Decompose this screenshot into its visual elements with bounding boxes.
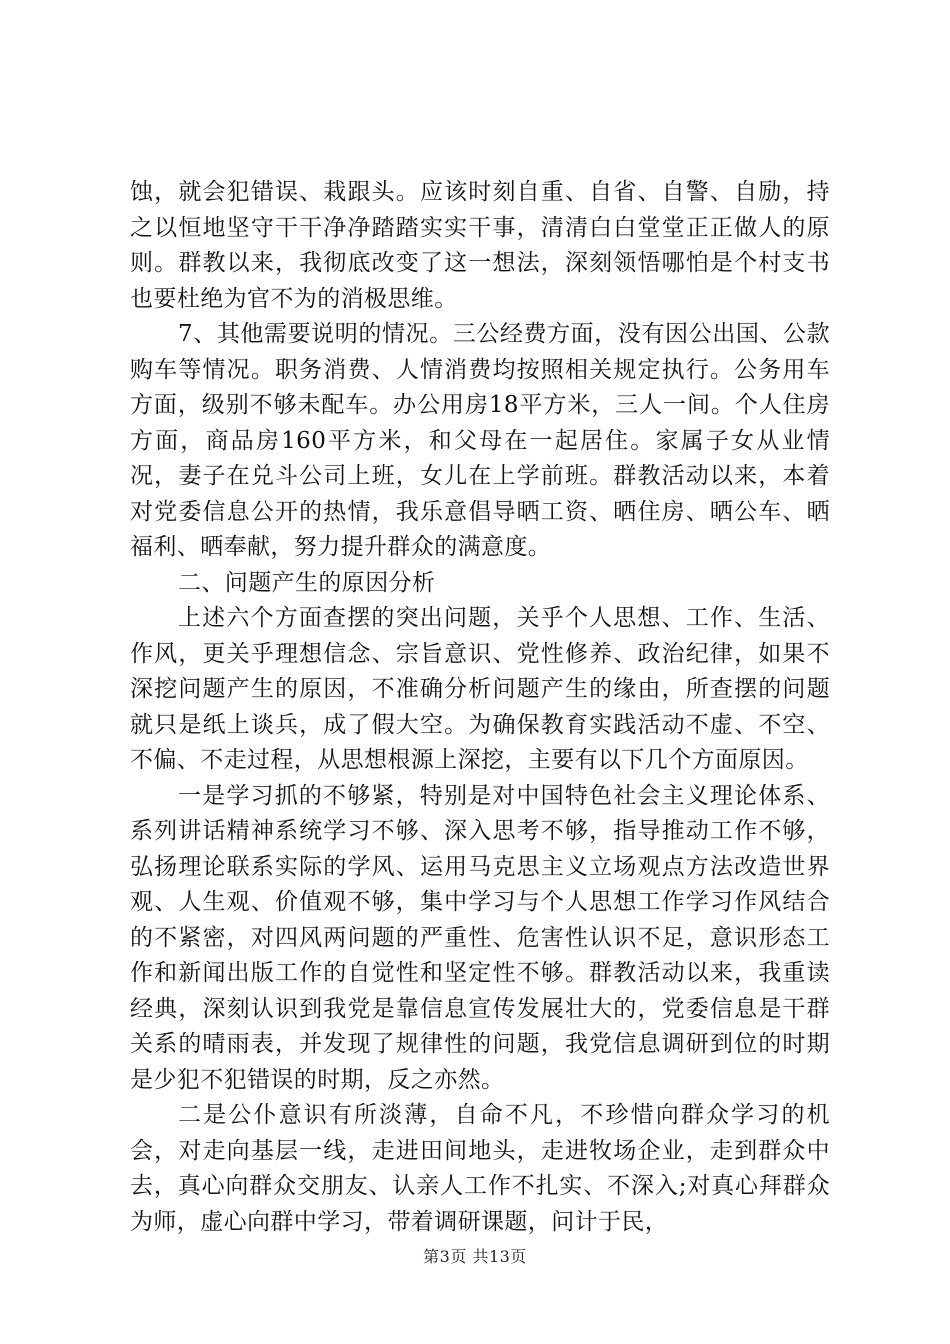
document-body <box>130 175 830 1240</box>
paragraph-other-situations: 7、其他需要说明的情况。三公经费方面，没有因公出国、公款购车等情况。职务消费、人情消费均按照相关规定执行。公务用车方面，级别不够未配车。办公用房18平方米，三人一间。个人住房方面，商品房160平方米，和父母在一起居住。家属子女从业情况，妻子在兑斗公司上班，女儿在上学前班。群教活动以来，本着对党委信息公开的热情，我乐意倡导晒工资、晒住房、晒公车、晒福利、晒奉献，努力提升群众的满意度。 <box>130 321 830 560</box>
paragraph-cause-intro: 上述六个方面查摆的突出问题，关乎个人思想、工作、生活、作风，更关乎理想信念、宗旨意识、党性修养、政治纪律，如果不深挖问题产生的原因，不准确分析问题产生的缘由，所查摆的问题就只是纸上谈兵，成了假大空。为确保教育实践活动不虚、不空、不偏、不走过程，从思想根源上深挖，主要有以下几个方面原因。 <box>130 605 830 773</box>
paragraph-cause-one: 一是学习抓的不够紧，特别是对中国特色社会主义理论体系、系列讲话精神系统学习不够、深入思考不够，指导推动工作不够，弘扬理论联系实际的学风、运用马克思主义立场观点方法改造世界观、人生观、价值观不够，集中学习与个人思想工作学习作风结合的不紧密，对四风两问题的严重性、危害性认识不足，意识形态工作和新闻出版工作的自觉性和坚定性不够。群教活动以来，我重读经典，深刻认识到我党是靠信息宣传发展壮大的，党委信息是干群关系的晴雨表，并发现了规律性的问题，我党信息调研到位的时期是少犯不犯错误的时期，反之亦然。 <box>130 782 830 1093</box>
paragraph-cause-two: 二是公仆意识有所淡薄，自命不凡，不珍惜向群众学习的机会，对走向基层一线，走进田间地头，走进牧场企业，走到群众中去，真心向群众交朋友、认亲人工作不扎实、不深入;对真心拜群众为师，虚心向群中学习，带着调研课题，问计于民， <box>130 1102 830 1235</box>
page-footer: 第3页 共13页 <box>423 1247 527 1266</box>
section-heading-cause-analysis: 二、问题产生的原因分析 <box>178 569 436 596</box>
paragraph-continuation: 蚀，就会犯错误、栽跟头。应该时刻自重、自省、自警、自励，持之以恒地坚守干干净净踏踏实实干事，清清白白堂堂正正做人的原则。群教以来，我彻底改变了这一想法，深刻领悟哪怕是个村支书也要杜绝为官不为的消极思维。 <box>130 179 830 312</box>
